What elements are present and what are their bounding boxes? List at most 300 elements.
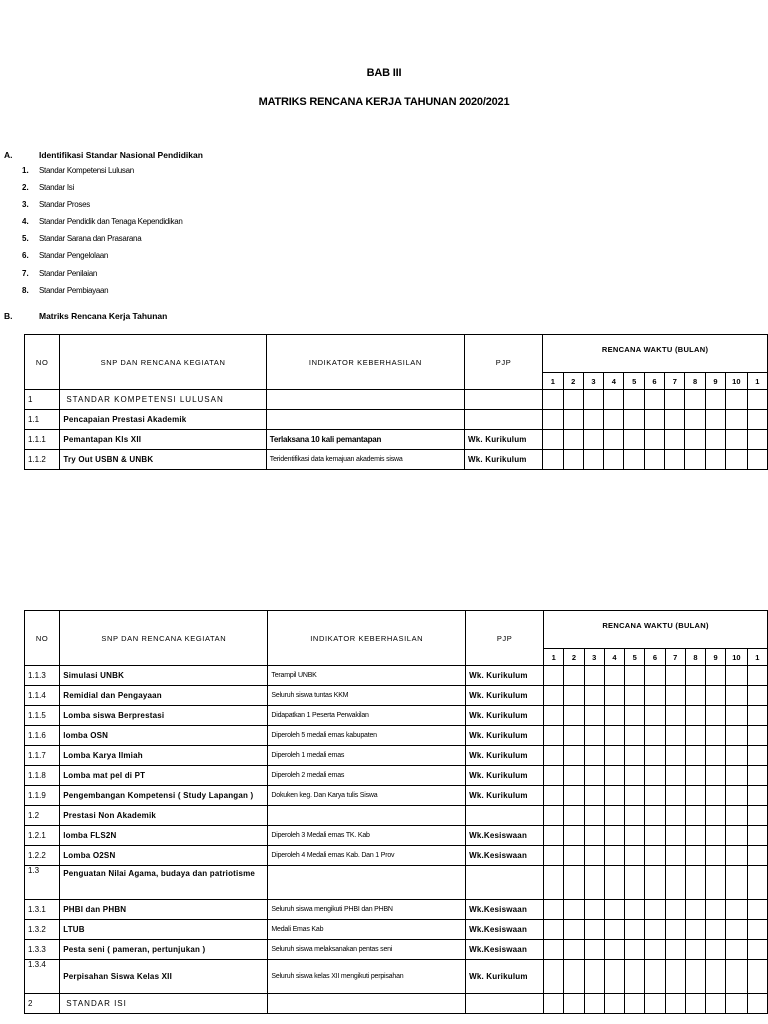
table-row xyxy=(25,666,768,686)
month-cell xyxy=(625,666,645,686)
header-month: 3 xyxy=(583,373,603,390)
month-cell xyxy=(706,666,726,686)
standard-number: 7. xyxy=(22,268,29,278)
month-cell xyxy=(705,430,725,450)
month-cell xyxy=(706,786,726,806)
table-row xyxy=(25,390,768,410)
row-indikator: Diperoleh 2 medali emas xyxy=(268,766,466,786)
month-cell xyxy=(747,706,767,726)
month-cell xyxy=(564,900,584,920)
header-indikator: INDIKATOR KEBERHASILAN xyxy=(268,611,466,666)
month-cell xyxy=(604,686,624,706)
month-cell xyxy=(747,390,767,410)
month-cell xyxy=(645,846,665,866)
row-pjp xyxy=(466,994,544,1014)
row-number: 1.1.5 xyxy=(25,706,60,726)
month-cell xyxy=(726,846,747,866)
row-indikator: Didapatkan 1 Peserta Perwakilan xyxy=(268,706,466,726)
month-cell xyxy=(584,666,604,686)
row-indikator: Diperoleh 4 Medali emas Kab. Dan 1 Prov xyxy=(268,846,466,866)
month-cell xyxy=(665,450,685,470)
month-cell xyxy=(726,726,747,746)
section-letter: B. xyxy=(4,311,13,321)
month-cell xyxy=(644,390,664,410)
month-cell xyxy=(604,994,624,1014)
month-cell xyxy=(706,940,726,960)
month-cell xyxy=(544,726,564,746)
header-month: 9 xyxy=(706,649,726,666)
month-cell xyxy=(584,866,604,900)
row-kegiatan: Try Out USBN & UNBK xyxy=(60,450,266,470)
month-cell xyxy=(685,666,705,686)
header-month: 5 xyxy=(624,373,644,390)
row-number: 1.1.9 xyxy=(25,786,60,806)
row-indikator: Seluruh siswa mengikuti PHBI dan PHBN xyxy=(268,900,466,920)
month-cell xyxy=(665,726,685,746)
month-cell xyxy=(584,994,604,1014)
row-number: 1.1.8 xyxy=(25,766,60,786)
row-number: 1 xyxy=(25,390,60,410)
standard-label: Standar Pengelolaan xyxy=(39,251,109,261)
month-cell xyxy=(544,920,564,940)
month-cell xyxy=(665,666,685,686)
month-cell xyxy=(665,766,685,786)
month-cell xyxy=(747,960,767,994)
header-month: 9 xyxy=(705,373,725,390)
month-cell xyxy=(645,866,665,900)
header-month: 8 xyxy=(685,649,705,666)
month-cell xyxy=(665,940,685,960)
month-cell xyxy=(625,900,645,920)
header-month: 4 xyxy=(604,649,624,666)
table-row xyxy=(25,726,768,746)
month-cell xyxy=(604,450,624,470)
month-cell xyxy=(665,900,685,920)
row-kegiatan: Perpisahan Siswa Kelas XII xyxy=(60,960,268,994)
row-number: 1.1.6 xyxy=(25,726,60,746)
month-cell xyxy=(625,806,645,826)
month-cell xyxy=(625,706,645,726)
month-cell xyxy=(726,786,747,806)
section-title: Identifikasi Standar Nasional Pendidikan xyxy=(39,150,203,160)
month-cell xyxy=(544,686,564,706)
header-month: 6 xyxy=(644,373,664,390)
month-cell xyxy=(685,706,705,726)
month-cell xyxy=(644,410,664,430)
month-cell xyxy=(584,826,604,846)
month-cell xyxy=(665,994,685,1014)
month-cell xyxy=(604,666,624,686)
month-cell xyxy=(726,866,747,900)
month-cell xyxy=(604,766,624,786)
month-cell xyxy=(624,390,644,410)
row-pjp: Wk.Kesiswaan xyxy=(466,900,544,920)
month-cell xyxy=(564,686,584,706)
month-cell xyxy=(726,806,747,826)
row-number: 1.1.1 xyxy=(25,430,60,450)
row-indikator xyxy=(268,866,466,900)
month-cell xyxy=(665,410,685,430)
standard-number: 6. xyxy=(22,251,29,261)
month-cell xyxy=(583,450,603,470)
month-cell xyxy=(564,994,584,1014)
standard-label: Standar Pendidik dan Tenaga Kependidikan xyxy=(39,217,183,227)
month-cell xyxy=(747,994,767,1014)
month-cell xyxy=(604,390,624,410)
header-month: 10 xyxy=(726,373,747,390)
month-cell xyxy=(604,786,624,806)
header-indikator: INDIKATOR KEBERHASILAN xyxy=(266,335,464,390)
month-cell xyxy=(544,900,564,920)
month-cell xyxy=(564,866,584,900)
month-cell xyxy=(747,766,767,786)
month-cell xyxy=(705,390,725,410)
month-cell xyxy=(747,920,767,940)
header-month: 1 xyxy=(747,373,767,390)
standard-label: Standar Penilaian xyxy=(39,268,98,278)
month-cell xyxy=(665,390,685,410)
row-pjp: Wk. Kurikulum xyxy=(466,786,544,806)
row-kegiatan: lomba OSN xyxy=(60,726,268,746)
row-number: 1.1.3 xyxy=(25,666,60,686)
month-cell xyxy=(747,826,767,846)
row-indikator xyxy=(266,410,464,430)
row-kegiatan: Lomba mat pel di PT xyxy=(60,766,268,786)
month-cell xyxy=(665,806,685,826)
row-kegiatan: lomba FLS2N xyxy=(60,826,268,846)
month-cell xyxy=(747,940,767,960)
header-kegiatan: SNP DAN RENCANA KEGIATAN xyxy=(60,611,268,666)
row-pjp: Wk. Kurikulum xyxy=(466,686,544,706)
row-pjp: Wk. Kurikulum xyxy=(466,666,544,686)
month-cell xyxy=(544,766,564,786)
month-cell xyxy=(625,960,645,994)
row-pjp: Wk.Kesiswaan xyxy=(466,826,544,846)
row-kegiatan: PHBI dan PHBN xyxy=(60,900,268,920)
month-cell xyxy=(625,846,645,866)
month-cell xyxy=(726,410,747,430)
table-row xyxy=(25,806,768,826)
row-number: 1.2.2 xyxy=(25,846,60,866)
month-cell xyxy=(726,960,747,994)
month-cell xyxy=(563,430,583,450)
month-cell xyxy=(625,994,645,1014)
standard-label: Standar Isi xyxy=(39,183,74,193)
header-month: 1 xyxy=(747,649,767,666)
month-cell xyxy=(604,746,624,766)
month-cell xyxy=(544,666,564,686)
row-pjp: Wk. Kurikulum xyxy=(465,450,543,470)
month-cell xyxy=(747,900,767,920)
month-cell xyxy=(645,786,665,806)
month-cell xyxy=(584,900,604,920)
month-cell xyxy=(564,960,584,994)
month-cell xyxy=(584,786,604,806)
month-cell xyxy=(625,826,645,846)
standard-number: 2. xyxy=(22,183,29,193)
month-cell xyxy=(625,786,645,806)
row-number: 1.3 xyxy=(25,866,60,900)
month-cell xyxy=(625,920,645,940)
row-indikator: Diperoleh 1 medali emas xyxy=(268,746,466,766)
header-month: 3 xyxy=(584,649,604,666)
row-indikator xyxy=(268,994,466,1014)
month-cell xyxy=(685,866,705,900)
standard-label: Standar Kompetensi Lulusan xyxy=(39,166,134,175)
month-cell xyxy=(604,410,624,430)
table-row xyxy=(25,746,768,766)
row-kegiatan: Lomba siswa Berprestasi xyxy=(60,706,268,726)
month-cell xyxy=(604,900,624,920)
header-no: NO xyxy=(25,611,60,666)
standard-label: Standar Proses xyxy=(39,200,90,210)
row-number: 1.3.3 xyxy=(25,940,60,960)
month-cell xyxy=(625,746,645,766)
work-plan-table-1 xyxy=(24,334,768,470)
row-number: 1.1.4 xyxy=(25,686,60,706)
header-month: 8 xyxy=(685,373,705,390)
month-cell xyxy=(564,746,584,766)
row-indikator: Terampil UNBK xyxy=(268,666,466,686)
month-cell xyxy=(706,826,726,846)
header-pjp: PJP xyxy=(465,335,543,390)
month-cell xyxy=(685,390,705,410)
month-cell xyxy=(665,866,685,900)
month-cell xyxy=(705,450,725,470)
month-cell xyxy=(665,846,685,866)
chapter-heading: BAB III xyxy=(366,67,402,79)
month-cell xyxy=(645,994,665,1014)
month-cell xyxy=(563,450,583,470)
row-indikator xyxy=(266,390,464,410)
month-cell xyxy=(706,806,726,826)
month-cell xyxy=(584,846,604,866)
row-indikator: Seluruh siswa tuntas KKM xyxy=(268,686,466,706)
month-cell xyxy=(685,410,705,430)
month-cell xyxy=(685,994,705,1014)
month-cell xyxy=(706,920,726,940)
row-kegiatan: Pencapaian Prestasi Akademik xyxy=(60,410,266,430)
month-cell xyxy=(563,390,583,410)
section-title: Matriks Rencana Kerja Tahunan xyxy=(39,311,168,321)
month-cell xyxy=(604,826,624,846)
month-cell xyxy=(706,706,726,726)
month-cell xyxy=(544,826,564,846)
month-cell xyxy=(747,786,767,806)
table-row xyxy=(25,410,768,430)
row-number: 1.3.2 xyxy=(25,920,60,940)
table-row xyxy=(25,846,768,866)
month-cell xyxy=(726,666,747,686)
row-indikator: Terlaksana 10 kali pemantapan xyxy=(266,430,464,450)
month-cell xyxy=(726,994,747,1014)
month-cell xyxy=(685,900,705,920)
row-indikator: Diperoleh 5 medali emas kabupaten xyxy=(268,726,466,746)
row-kegiatan: Remidial dan Pengayaan xyxy=(60,686,268,706)
month-cell xyxy=(747,846,767,866)
month-cell xyxy=(726,766,747,786)
month-cell xyxy=(645,940,665,960)
month-cell xyxy=(544,746,564,766)
month-cell xyxy=(685,846,705,866)
row-number: 1.2.1 xyxy=(25,826,60,846)
section-letter: A. xyxy=(4,150,13,160)
month-cell xyxy=(604,940,624,960)
header-kegiatan: SNP DAN RENCANA KEGIATAN xyxy=(60,335,266,390)
header-month: 5 xyxy=(625,649,645,666)
row-kegiatan: Pengembangan Kompetensi ( Study Lapangan ) xyxy=(60,786,268,806)
month-cell xyxy=(625,766,645,786)
month-cell xyxy=(726,920,747,940)
month-cell xyxy=(706,960,726,994)
row-pjp: Wk. Kurikulum xyxy=(466,706,544,726)
month-cell xyxy=(747,686,767,706)
row-indikator: Seluruh siswa kelas XII mengikuti perpisahan xyxy=(268,960,466,994)
month-cell xyxy=(726,706,747,726)
month-cell xyxy=(645,686,665,706)
month-cell xyxy=(706,766,726,786)
row-indikator: Dokuken keg. Dan Karya tulis Siswa xyxy=(268,786,466,806)
table-row xyxy=(25,940,768,960)
header-month: 2 xyxy=(563,373,583,390)
month-cell xyxy=(726,390,747,410)
month-cell xyxy=(747,430,767,450)
month-cell xyxy=(604,960,624,994)
month-cell xyxy=(544,866,564,900)
row-number: 1.1.7 xyxy=(25,746,60,766)
month-cell xyxy=(645,826,665,846)
row-indikator xyxy=(268,806,466,826)
month-cell xyxy=(747,806,767,826)
month-cell xyxy=(685,826,705,846)
month-cell xyxy=(645,666,665,686)
row-pjp: Wk. Kurikulum xyxy=(466,766,544,786)
month-cell xyxy=(583,410,603,430)
month-cell xyxy=(564,706,584,726)
standard-label: Standar Sarana dan Prasarana xyxy=(39,234,142,244)
row-kegiatan: STANDAR ISI xyxy=(60,994,268,1014)
month-cell xyxy=(543,450,563,470)
month-cell xyxy=(645,746,665,766)
month-cell xyxy=(726,686,747,706)
month-cell xyxy=(564,920,584,940)
row-pjp: Wk. Kurikulum xyxy=(466,960,544,994)
row-kegiatan: Prestasi Non Akademik xyxy=(60,806,268,826)
month-cell xyxy=(706,746,726,766)
standard-number: 3. xyxy=(22,200,29,210)
month-cell xyxy=(544,940,564,960)
month-cell xyxy=(544,786,564,806)
header-month: 10 xyxy=(726,649,747,666)
month-cell xyxy=(583,390,603,410)
month-cell xyxy=(645,806,665,826)
row-pjp: Wk.Kesiswaan xyxy=(466,940,544,960)
table-row xyxy=(25,766,768,786)
row-number: 1.2 xyxy=(25,806,60,826)
row-pjp xyxy=(466,866,544,900)
month-cell xyxy=(604,706,624,726)
month-cell xyxy=(685,920,705,940)
row-pjp: Wk. Kurikulum xyxy=(466,726,544,746)
month-cell xyxy=(706,866,726,900)
month-cell xyxy=(665,960,685,994)
row-pjp: Wk.Kesiswaan xyxy=(466,920,544,940)
table-row xyxy=(25,430,768,450)
table-row xyxy=(25,826,768,846)
month-cell xyxy=(544,960,564,994)
month-cell xyxy=(584,686,604,706)
month-cell xyxy=(747,410,767,430)
month-cell xyxy=(747,726,767,746)
row-pjp xyxy=(465,390,543,410)
row-pjp: Wk.Kesiswaan xyxy=(466,846,544,866)
month-cell xyxy=(644,430,664,450)
month-cell xyxy=(665,786,685,806)
month-cell xyxy=(726,900,747,920)
header-month: 2 xyxy=(564,649,584,666)
row-pjp xyxy=(465,410,543,430)
month-cell xyxy=(685,726,705,746)
month-cell xyxy=(706,994,726,1014)
header-month: 4 xyxy=(604,373,624,390)
month-cell xyxy=(747,450,767,470)
month-cell xyxy=(726,430,747,450)
month-cell xyxy=(706,686,726,706)
month-cell xyxy=(544,994,564,1014)
month-cell xyxy=(544,846,564,866)
row-kegiatan: Penguatan Nilai Agama, budaya dan patriotisme xyxy=(60,866,268,900)
month-cell xyxy=(645,960,665,994)
month-cell xyxy=(645,706,665,726)
table-row xyxy=(25,686,768,706)
row-kegiatan: Pesta seni ( pameran, pertunjukan ) xyxy=(60,940,268,960)
month-cell xyxy=(564,766,584,786)
month-cell xyxy=(563,410,583,430)
table-row xyxy=(25,960,768,994)
month-cell xyxy=(747,746,767,766)
month-cell xyxy=(685,450,705,470)
month-cell xyxy=(543,430,563,450)
month-cell xyxy=(665,826,685,846)
month-cell xyxy=(624,410,644,430)
month-cell xyxy=(706,726,726,746)
month-cell xyxy=(564,806,584,826)
month-cell xyxy=(584,806,604,826)
table-row xyxy=(25,706,768,726)
month-cell xyxy=(584,766,604,786)
table-row xyxy=(25,866,768,900)
month-cell xyxy=(747,866,767,900)
row-number: 1.1.2 xyxy=(25,450,60,470)
month-cell xyxy=(726,746,747,766)
month-cell xyxy=(726,940,747,960)
month-cell xyxy=(645,726,665,746)
header-month: 1 xyxy=(543,373,563,390)
month-cell xyxy=(564,666,584,686)
row-indikator: Teridentifikasi data kemajuan akademis siswa xyxy=(266,450,464,470)
month-cell xyxy=(584,706,604,726)
month-cell xyxy=(625,686,645,706)
month-cell xyxy=(564,826,584,846)
row-indikator: Seluruh siswa melaksanakan pentas seni xyxy=(268,940,466,960)
table-row xyxy=(25,450,768,470)
row-kegiatan: STANDAR KOMPETENSI LULUSAN xyxy=(60,390,266,410)
month-cell xyxy=(584,940,604,960)
page-title: MATRIKS RENCANA KERJA TAHUNAN 2020/2021 xyxy=(258,96,510,108)
row-number: 1.3.1 xyxy=(25,900,60,920)
month-cell xyxy=(685,786,705,806)
row-pjp: Wk. Kurikulum xyxy=(465,430,543,450)
